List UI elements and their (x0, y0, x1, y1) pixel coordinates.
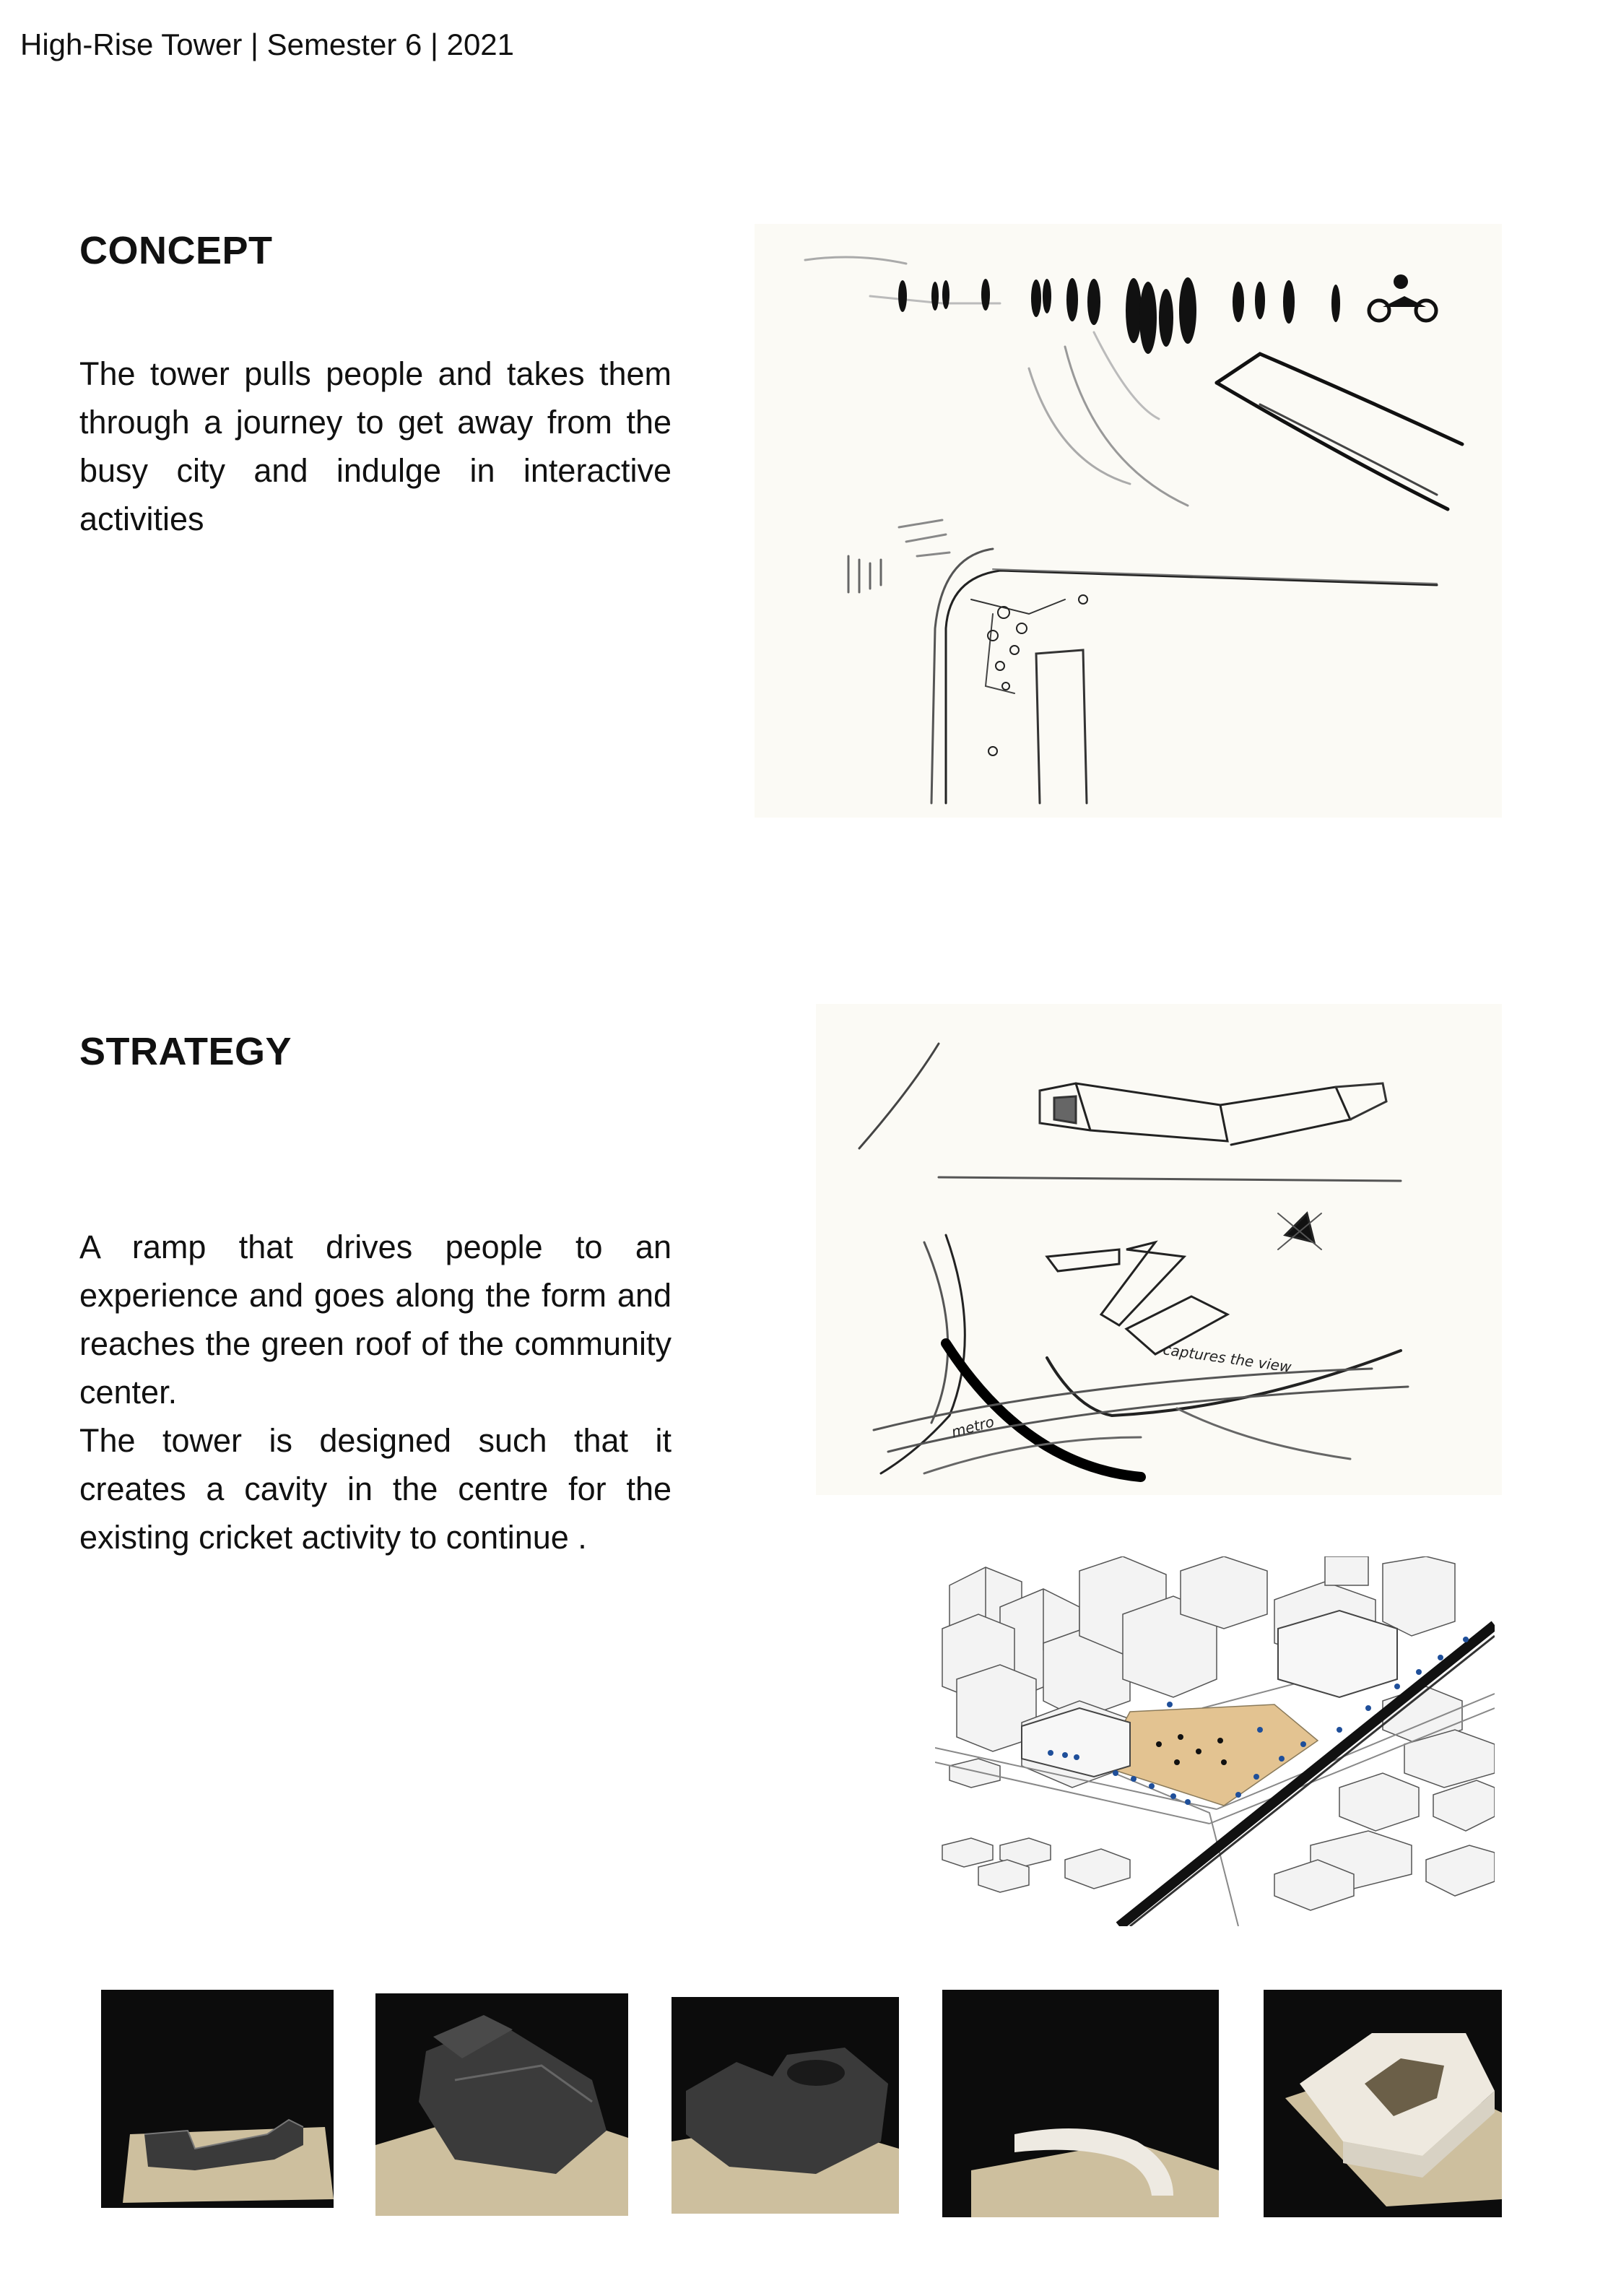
concept-sketch-icon (755, 224, 1502, 818)
model-photo-curved-white-icon (942, 1990, 1219, 2217)
strategy-sketch-icon (816, 1004, 1502, 1495)
handwritten-note-metro: metro (949, 1413, 996, 1441)
model-photo-stepped-foam-icon (375, 1993, 628, 2216)
concept-sketch-image (755, 224, 1502, 818)
concept-heading: CONCEPT (79, 229, 273, 272)
model-photo-3 (672, 1997, 899, 2214)
model-photo-l-shape-foam-icon (101, 1990, 334, 2208)
model-photo-4 (942, 1990, 1219, 2217)
model-photo-foam-block-icon (672, 1997, 899, 2214)
strategy-sketch-image (816, 1004, 1502, 1495)
strategy-paragraph-1: A ramp that drives people to an experience and goes along the form and reaches the green roof of the community center. (79, 1229, 672, 1411)
site-axonometric-icon (935, 1556, 1495, 1926)
model-photo-1 (101, 1990, 334, 2208)
model-photo-white-ring-icon (1264, 1990, 1502, 2217)
strategy-paragraph-2: The tower is designed such that it creates a cavity in the centre for the existing cricket activity to continue . (79, 1422, 672, 1556)
model-photo-5 (1264, 1990, 1502, 2217)
model-photo-2 (375, 1993, 628, 2216)
page-header: High-Rise Tower | Semester 6 | 2021 (20, 27, 515, 61)
strategy-heading: STRATEGY (79, 1030, 292, 1073)
handwritten-note-view: captures the view (1162, 1340, 1292, 1376)
site-axonometric-image (935, 1556, 1495, 1926)
concept-body: The tower pulls people and takes them through a journey to get away from the busy city and indulge in interactive activities (79, 355, 672, 537)
